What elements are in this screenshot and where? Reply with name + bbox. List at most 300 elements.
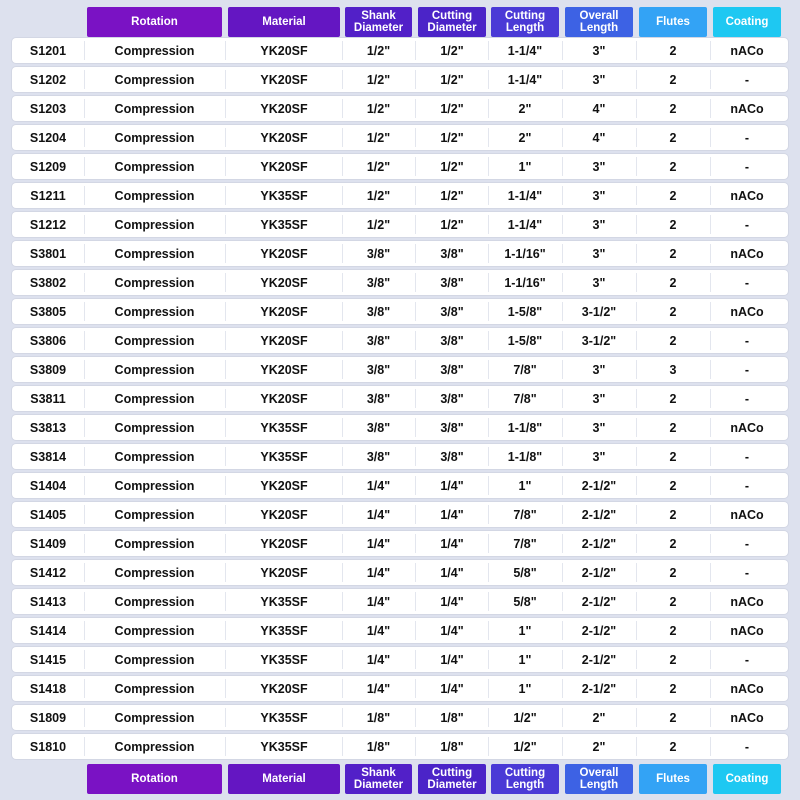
cell-model: S1412 (29, 566, 67, 580)
cell-coating: - (744, 363, 750, 377)
cell-coating: - (744, 334, 750, 348)
column-divider (710, 418, 711, 437)
table-row (12, 328, 788, 353)
cell-flutes: 3 (669, 363, 677, 377)
cell-material: YK20SF (260, 44, 308, 58)
column-divider (415, 505, 416, 524)
cell-cutlen: 2" (518, 102, 532, 116)
cell-shank: 3/8" (366, 363, 391, 377)
column-divider (636, 70, 637, 89)
cell-model: S1413 (29, 595, 67, 609)
cell-cutdia: 1/2" (440, 189, 464, 203)
cell-model: S1409 (29, 537, 67, 551)
cell-flutes: 2 (669, 218, 677, 232)
cell-oal: 3" (592, 276, 606, 290)
header-cutlen-bottom (491, 764, 559, 794)
cell-model: S1810 (29, 740, 67, 754)
column-divider (342, 70, 343, 89)
cell-oal: 3" (592, 363, 606, 377)
column-divider (562, 389, 563, 408)
cell-material: YK20SF (260, 682, 308, 696)
table-row (12, 154, 788, 179)
column-divider (710, 476, 711, 495)
column-divider (710, 360, 711, 379)
column-divider (488, 41, 489, 60)
column-divider (562, 534, 563, 553)
column-divider (562, 360, 563, 379)
column-divider (636, 708, 637, 727)
column-divider (636, 99, 637, 118)
cell-coating: - (744, 131, 750, 145)
column-divider (636, 418, 637, 437)
cell-flutes: 2 (669, 44, 677, 58)
column-divider (84, 186, 85, 205)
cell-cutlen: 1" (518, 653, 532, 667)
cell-cutdia: 1/4" (440, 624, 464, 638)
cell-shank: 1/4" (366, 653, 391, 667)
header-label: Coating (725, 16, 769, 28)
cell-shank: 1/2" (366, 44, 391, 58)
cell-cutlen: 1/2" (513, 711, 537, 725)
header-cutdia-bottom (418, 764, 486, 794)
cell-cutlen: 1" (518, 624, 532, 638)
cell-model: S1204 (29, 131, 67, 145)
cell-rotation: Compression (114, 218, 195, 232)
cell-rotation: Compression (114, 247, 195, 261)
column-divider (488, 592, 489, 611)
column-divider (342, 215, 343, 234)
cell-shank: 3/8" (366, 392, 391, 406)
cell-coating: - (744, 276, 750, 290)
column-divider (488, 128, 489, 147)
column-divider (710, 244, 711, 263)
header-flutes-bottom (639, 764, 707, 794)
header-label: Flutes (656, 16, 690, 28)
column-divider (225, 737, 226, 756)
column-divider (636, 505, 637, 524)
column-divider (488, 418, 489, 437)
column-divider (710, 70, 711, 89)
column-divider (636, 592, 637, 611)
cell-rotation: Compression (114, 363, 195, 377)
column-divider (84, 273, 85, 292)
cell-oal: 3" (592, 189, 606, 203)
header-label: Material (262, 16, 306, 28)
cell-material: YK35SF (260, 421, 308, 435)
column-divider (415, 302, 416, 321)
header-label: Shank Diameter (353, 10, 404, 34)
column-divider (488, 505, 489, 524)
cell-flutes: 2 (669, 102, 677, 116)
column-divider (342, 186, 343, 205)
column-divider (562, 650, 563, 669)
cell-shank: 1/4" (366, 682, 391, 696)
column-header-row-bottom (0, 764, 800, 794)
column-divider (710, 128, 711, 147)
cell-coating: - (744, 160, 750, 174)
cell-shank: 3/8" (366, 421, 391, 435)
cell-material: YK20SF (260, 102, 308, 116)
cell-oal: 2-1/2" (581, 479, 617, 493)
cell-rotation: Compression (114, 44, 195, 58)
cell-cutlen: 1-1/16" (504, 276, 546, 290)
header-oal-top (565, 7, 633, 37)
column-divider (636, 737, 637, 756)
cell-model: S1404 (29, 479, 67, 493)
column-divider (342, 360, 343, 379)
header-rotation-top (87, 7, 222, 37)
cell-flutes: 2 (669, 392, 677, 406)
column-divider (415, 563, 416, 582)
column-divider (342, 505, 343, 524)
column-divider (342, 650, 343, 669)
column-divider (342, 244, 343, 263)
header-label: Shank Diameter (353, 767, 404, 791)
table-row (12, 647, 788, 672)
cell-model: S3811 (30, 392, 66, 406)
column-divider (488, 679, 489, 698)
column-divider (562, 128, 563, 147)
cell-rotation: Compression (114, 131, 195, 145)
cell-flutes: 2 (669, 653, 677, 667)
cell-oal: 2-1/2" (581, 566, 617, 580)
cell-coating: nACo (730, 682, 764, 696)
header-cutlen-top (491, 7, 559, 37)
table-row (12, 125, 788, 150)
column-divider (225, 360, 226, 379)
cell-flutes: 2 (669, 160, 677, 174)
cell-oal: 2" (592, 740, 606, 754)
column-divider (225, 331, 226, 350)
cell-flutes: 2 (669, 595, 677, 609)
cell-cutlen: 1-5/8" (507, 334, 543, 348)
column-divider (710, 215, 711, 234)
column-divider (562, 679, 563, 698)
cell-coating: - (744, 479, 750, 493)
column-divider (225, 273, 226, 292)
column-divider (225, 650, 226, 669)
header-label: Rotation (131, 16, 178, 28)
column-divider (562, 215, 563, 234)
column-divider (84, 331, 85, 350)
cell-oal: 2-1/2" (581, 624, 617, 638)
cell-rotation: Compression (114, 566, 195, 580)
cell-flutes: 2 (669, 537, 677, 551)
cell-oal: 4" (592, 131, 606, 145)
header-label: Material (262, 773, 306, 785)
column-divider (225, 592, 226, 611)
cell-coating: - (744, 566, 750, 580)
table-row (12, 67, 788, 92)
column-divider (415, 70, 416, 89)
column-divider (488, 331, 489, 350)
cell-material: YK35SF (260, 189, 308, 203)
cell-oal: 2-1/2" (581, 508, 617, 522)
cell-model: S3814 (29, 450, 67, 464)
cell-cutlen: 1-1/8" (507, 450, 543, 464)
cell-flutes: 2 (669, 450, 677, 464)
table-row (12, 386, 788, 411)
cell-model: S3805 (29, 305, 67, 319)
column-divider (636, 128, 637, 147)
cell-model: S1209 (29, 160, 67, 174)
cell-cutlen: 1-1/4" (507, 44, 543, 58)
table-row (12, 270, 788, 295)
cell-material: YK20SF (260, 160, 308, 174)
cell-oal: 2-1/2" (581, 537, 617, 551)
cell-rotation: Compression (114, 102, 195, 116)
cell-flutes: 2 (669, 508, 677, 522)
column-divider (562, 157, 563, 176)
cell-cutlen: 2" (518, 131, 532, 145)
column-divider (84, 157, 85, 176)
column-divider (562, 99, 563, 118)
cell-cutdia: 1/4" (440, 595, 464, 609)
column-divider (84, 650, 85, 669)
column-divider (488, 273, 489, 292)
column-divider (342, 128, 343, 147)
table-row (12, 415, 788, 440)
column-divider (710, 737, 711, 756)
cell-cutlen: 7/8" (513, 537, 537, 551)
column-divider (488, 389, 489, 408)
column-divider (710, 331, 711, 350)
column-divider (342, 447, 343, 466)
cell-oal: 3-1/2" (581, 334, 617, 348)
cell-flutes: 2 (669, 73, 677, 87)
column-divider (562, 70, 563, 89)
column-divider (415, 157, 416, 176)
column-divider (225, 505, 226, 524)
cell-coating: nACo (730, 421, 764, 435)
table-row (12, 705, 788, 730)
cell-material: YK35SF (260, 711, 308, 725)
header-label: Flutes (656, 773, 690, 785)
cell-oal: 3-1/2" (581, 305, 617, 319)
cell-model: S3801 (29, 247, 67, 261)
cell-material: YK20SF (260, 305, 308, 319)
cell-model: S1405 (29, 508, 67, 522)
column-divider (636, 447, 637, 466)
column-divider (636, 215, 637, 234)
cell-material: YK35SF (260, 218, 308, 232)
cell-model: S1415 (29, 653, 67, 667)
cell-cutdia: 3/8" (440, 334, 464, 348)
column-divider (225, 70, 226, 89)
cell-flutes: 2 (669, 131, 677, 145)
column-divider (562, 592, 563, 611)
column-divider (415, 476, 416, 495)
column-divider (84, 360, 85, 379)
header-coating-bottom (713, 764, 781, 794)
cell-cutlen: 1-1/16" (504, 247, 546, 261)
header-label: Cutting Diameter (427, 10, 477, 34)
column-divider (562, 563, 563, 582)
column-divider (710, 621, 711, 640)
cell-coating: - (744, 653, 750, 667)
cell-shank: 1/2" (366, 102, 391, 116)
cell-model: S1202 (29, 73, 67, 87)
cell-shank: 1/2" (366, 218, 391, 232)
column-divider (710, 389, 711, 408)
cell-rotation: Compression (114, 160, 195, 174)
cell-material: YK20SF (260, 566, 308, 580)
cell-shank: 1/2" (366, 160, 391, 174)
column-divider (84, 737, 85, 756)
header-cutdia-top (418, 7, 486, 37)
cell-cutdia: 3/8" (440, 276, 464, 290)
cell-coating: - (744, 450, 750, 464)
cell-model: S1418 (29, 682, 67, 696)
cell-cutdia: 1/4" (440, 566, 464, 580)
cell-cutdia: 3/8" (440, 363, 464, 377)
column-divider (488, 447, 489, 466)
column-divider (636, 679, 637, 698)
column-divider (225, 215, 226, 234)
column-divider (342, 418, 343, 437)
cell-shank: 3/8" (366, 276, 391, 290)
column-divider (225, 128, 226, 147)
cell-model: S1211 (30, 189, 66, 203)
column-divider (342, 273, 343, 292)
column-divider (488, 476, 489, 495)
column-divider (225, 41, 226, 60)
cell-cutlen: 1/2" (513, 740, 537, 754)
cell-cutdia: 1/8" (440, 711, 464, 725)
cell-cutdia: 1/4" (440, 682, 464, 696)
cell-coating: nACo (730, 247, 764, 261)
column-divider (710, 708, 711, 727)
table-row (12, 734, 788, 759)
cell-cutdia: 1/4" (440, 479, 464, 493)
cell-rotation: Compression (114, 73, 195, 87)
column-divider (84, 534, 85, 553)
column-divider (562, 331, 563, 350)
column-divider (562, 244, 563, 263)
column-divider (84, 215, 85, 234)
column-divider (636, 389, 637, 408)
cell-shank: 3/8" (366, 305, 391, 319)
column-divider (84, 418, 85, 437)
column-divider (342, 476, 343, 495)
table-row (12, 212, 788, 237)
cell-shank: 1/8" (366, 740, 391, 754)
cell-oal: 3" (592, 73, 606, 87)
column-divider (710, 563, 711, 582)
cell-coating: nACo (730, 189, 764, 203)
column-divider (415, 186, 416, 205)
column-divider (342, 563, 343, 582)
cell-flutes: 2 (669, 247, 677, 261)
cell-rotation: Compression (114, 711, 195, 725)
column-divider (84, 99, 85, 118)
cell-shank: 1/4" (366, 508, 391, 522)
cell-cutdia: 1/2" (440, 102, 464, 116)
column-divider (342, 389, 343, 408)
cell-flutes: 2 (669, 740, 677, 754)
column-divider (84, 679, 85, 698)
cell-material: YK20SF (260, 508, 308, 522)
cell-oal: 2" (592, 711, 606, 725)
column-divider (415, 650, 416, 669)
cell-rotation: Compression (114, 682, 195, 696)
column-divider (342, 99, 343, 118)
table-row (12, 357, 788, 382)
column-divider (84, 244, 85, 263)
column-divider (225, 302, 226, 321)
column-divider (225, 534, 226, 553)
cell-cutdia: 1/2" (440, 160, 464, 174)
header-oal-bottom (565, 764, 633, 794)
cell-shank: 1/4" (366, 537, 391, 551)
table-row (12, 241, 788, 266)
cell-material: YK20SF (260, 334, 308, 348)
column-divider (710, 302, 711, 321)
column-divider (342, 41, 343, 60)
cell-rotation: Compression (114, 305, 195, 319)
cell-cutlen: 5/8" (513, 595, 537, 609)
cell-shank: 1/8" (366, 711, 391, 725)
column-divider (488, 302, 489, 321)
header-label: Rotation (131, 773, 178, 785)
column-divider (225, 476, 226, 495)
header-label: Cutting Diameter (427, 767, 477, 791)
cell-cutlen: 1" (518, 682, 532, 696)
column-divider (488, 737, 489, 756)
cell-material: YK35SF (260, 624, 308, 638)
cell-cutdia: 3/8" (440, 450, 464, 464)
cell-cutlen: 1-5/8" (507, 305, 543, 319)
column-divider (415, 592, 416, 611)
column-divider (710, 505, 711, 524)
column-divider (84, 128, 85, 147)
column-divider (84, 621, 85, 640)
cell-cutdia: 1/4" (440, 508, 464, 522)
cell-cutlen: 1-1/4" (507, 73, 543, 87)
cell-cutdia: 3/8" (440, 247, 464, 261)
column-divider (225, 99, 226, 118)
column-divider (342, 737, 343, 756)
column-divider (710, 157, 711, 176)
column-divider (488, 563, 489, 582)
cell-shank: 1/4" (366, 566, 391, 580)
column-divider (636, 41, 637, 60)
column-divider (636, 534, 637, 553)
column-divider (342, 157, 343, 176)
cell-coating: - (744, 740, 750, 754)
cell-shank: 1/4" (366, 624, 391, 638)
table-row (12, 560, 788, 585)
table-row (12, 676, 788, 701)
column-divider (710, 650, 711, 669)
column-divider (636, 621, 637, 640)
column-divider (84, 70, 85, 89)
column-divider (225, 708, 226, 727)
column-divider (225, 157, 226, 176)
column-divider (636, 273, 637, 292)
column-divider (488, 360, 489, 379)
cell-model: S1414 (29, 624, 67, 638)
cell-flutes: 2 (669, 305, 677, 319)
column-divider (84, 447, 85, 466)
cell-model: S1203 (29, 102, 67, 116)
cell-coating: nACo (730, 102, 764, 116)
cell-cutdia: 1/4" (440, 653, 464, 667)
header-material-top (228, 7, 340, 37)
cell-coating: - (744, 392, 750, 406)
column-divider (562, 273, 563, 292)
column-divider (488, 186, 489, 205)
